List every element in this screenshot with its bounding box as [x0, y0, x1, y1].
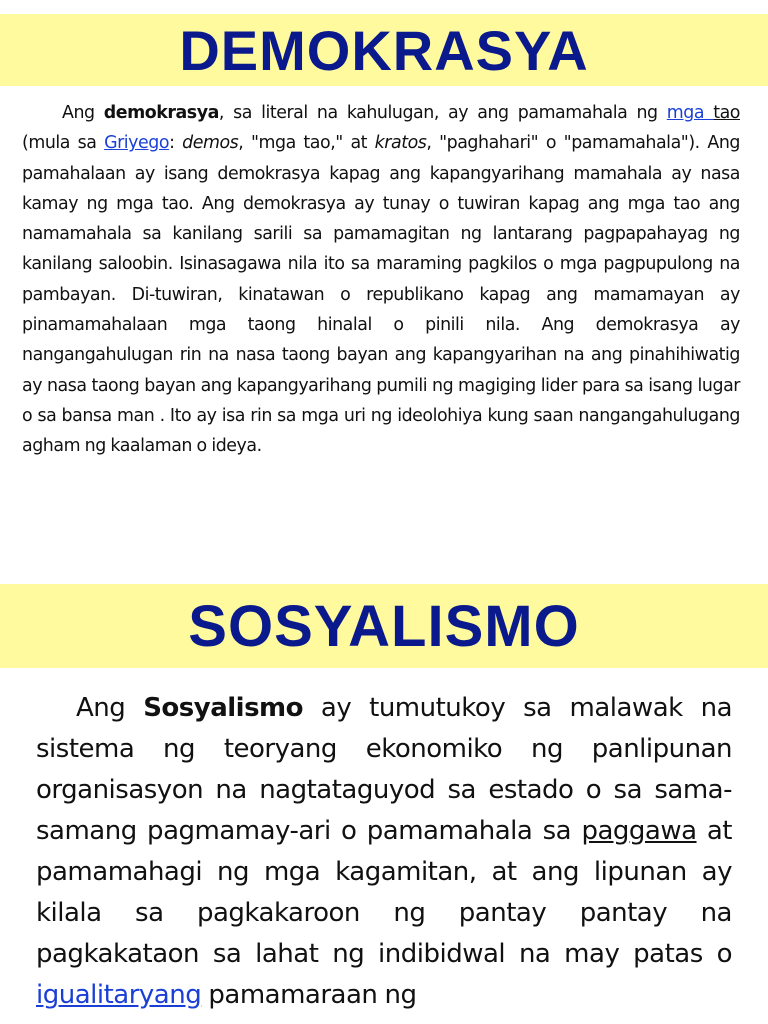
text-run: : — [169, 133, 183, 154]
text-run: , sa literal na kahulugan, ay ang pamamahala ng — [218, 103, 667, 123]
text-run: , "mga tao," at — [238, 133, 375, 154]
text-run: Ang — [76, 693, 144, 723]
link-igualitaryang[interactable]: igualitaryang — [36, 980, 202, 1010]
italic-term: demos — [182, 133, 239, 154]
text-run: ay tumutukoy sa malawak na sistema ng teoryang ekonomiko ng panlipunan organisasyon na nagtataguyod sa estado o sa sama-samang pagmamay-ari o pamamahala sa — [36, 693, 733, 846]
link-griyego[interactable]: Griyego — [104, 133, 170, 154]
section-heading: SOSYALISMO — [188, 593, 580, 659]
italic-term: kratos — [374, 133, 427, 154]
text-run: , "paghahari" o "pamamahala"). Ang pamahalaan ay isang demokrasya kapag ang kapangyarihang mamahala ay nasa kamay ng mga tao. Ang demokrasya ay tunay o tuwiran kapag ang mga tao ang namamahala sa kanilang sarili sa pamamagitan ng lantarang pagpapahayag ng kanilang saloobin. Isinasagawa nila ito sa maraming pagkilos o mga pagpupulong na pambayan. Di-tuwiran, kinatawan o republikano kapag ang mamamayan ay pinamamahalaan mga taong hinalal o pinili nila. Ang demokrasya ay nangangahulugan rin na nasa taong bayan ang kapangyarihan na ang pinahihiwatig ay nasa taong bayan ang kapangyarihang pumili ng magiging lider para sa isang lugar o sa bansa man . Ito ay isa rin sa mga uri ng ideolohiya kung saan nangangahulugang agham ng kaalaman o ideya. — [22, 133, 740, 457]
text-run: at pamamahagi ng mga kagamitan, at ang lipunan ay kilala sa pagkakaroon ng pantay pantay na pagkakataon sa lahat ng indibidwal na may patas o — [36, 816, 732, 969]
heading-banner-sosyalismo — [0, 584, 768, 668]
bold-term: Sosyalismo — [143, 693, 303, 723]
link-tao[interactable]: tao — [713, 103, 740, 123]
text-run: pamamaraan ng — [201, 980, 417, 1010]
paragraph-sosyalismo — [36, 688, 732, 1016]
text-run: (mula sa — [22, 133, 105, 154]
section-heading: DEMOKRASYA — [179, 18, 589, 82]
underlined-term: paggawa — [581, 816, 697, 846]
text-run: Ang — [62, 103, 104, 123]
paragraph-demokrasya — [22, 98, 740, 462]
link-mga[interactable]: mga — [666, 103, 714, 123]
heading-banner-demokrasya — [0, 14, 768, 86]
bold-term: demokrasya — [103, 103, 219, 123]
